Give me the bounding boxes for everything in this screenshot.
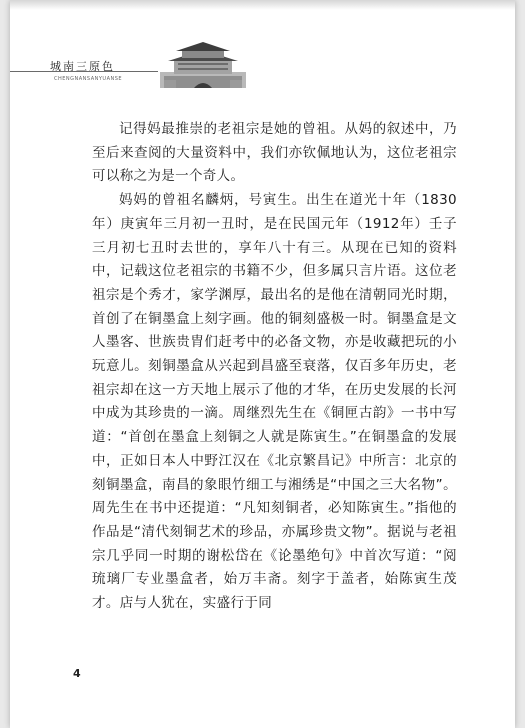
running-header-title: 城南三原色: [50, 60, 115, 73]
city-gate-icon: [158, 38, 248, 88]
page-number: 4: [73, 667, 81, 680]
body-text: [92, 118, 457, 616]
running-header-subtitle: CHENGNANSANYUANSE: [54, 76, 123, 82]
paragraph: 妈妈的曾祖名麟炳，号寅生。出生在道光十年（1830年）庚寅年三月初一丑时，是在民国元年（1912年）壬子三月初七丑时去世的，享年八十有三。从现在已知的资料中，记载这位老祖宗的书籍不少，但多属只言片语。这位老祖宗是个秀才，家学渊厚，最出名的是他在清朝同光时期，首创了在铜墨盒上刻字画。他的铜刻盛极一时。铜墨盒是文人墨客、世族贵胄们赶考中的必备文物，亦是收藏把玩的小玩意儿。刻铜墨盒从兴起到昌盛至衰落，仅百多年历史，老祖宗却在这一方天地上展示了他的才华，在历史发展的长河中成为其珍贵的一滴。周继烈先生在《铜匣古韵》一书中写道：“首创在墨盒上刻铜之人就是陈寅生。”在铜墨盒的发展中，正如日本人中野江汉在《北京繁昌记》中所言：北京的刻铜墨盒，南昌的象眼竹细工与湘绣是“中国之三大名物”。周先生在书中还提道：“凡知刻铜者，必知陈寅生。”指他的作品是“清代刻铜艺术的珍品，亦属珍贵文物”。据说与老祖宗几乎同一时期的谢松岱在《论墨绝句》中首次写道：“阅琉璃厂专业墨盒者，始万丰斋。刻字于盖者，始陈寅生茂才。店与人犹在，实盛行于同: [92, 192, 457, 612]
book-page: [10, 0, 515, 728]
header-rule: [10, 71, 170, 72]
paragraph: 记得妈最推崇的老祖宗是她的曾祖。从妈的叙述中，乃至后来查阅的大量资料中，我们亦钦佩地认为，这位老祖宗可以称之为是一个奇人。: [92, 121, 457, 185]
